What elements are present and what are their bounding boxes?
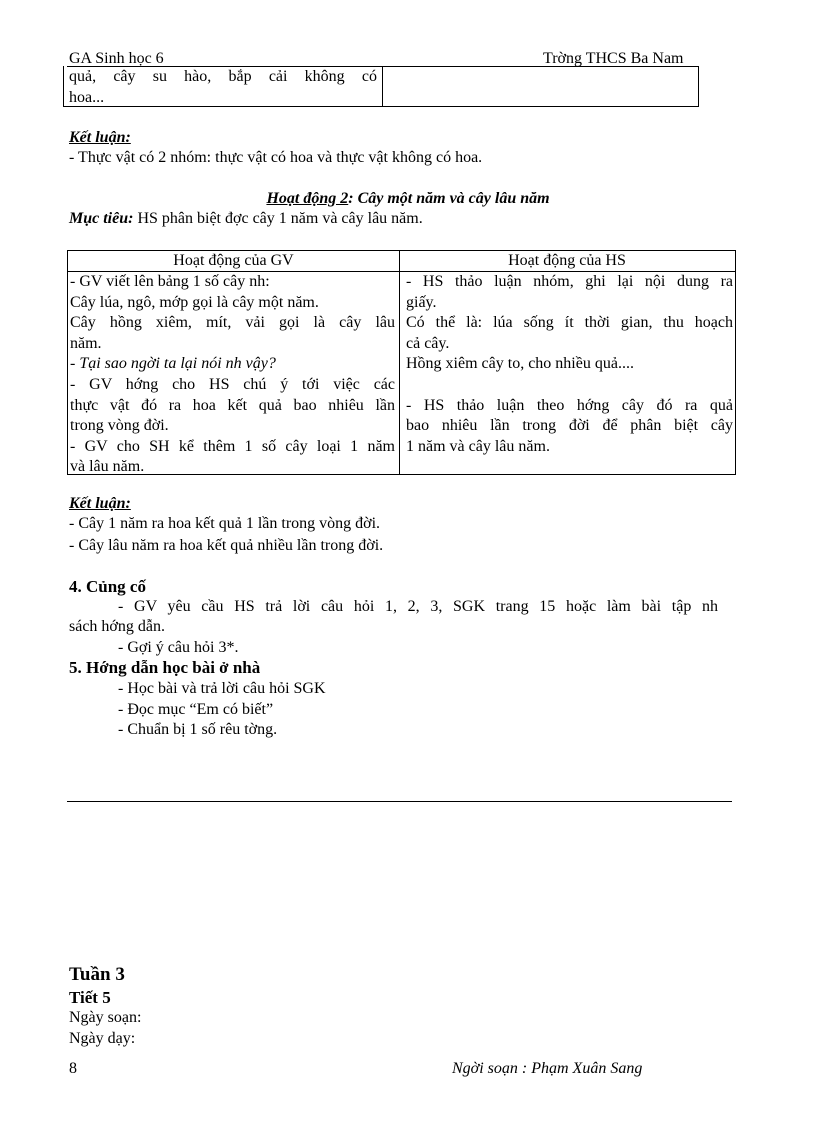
table-divider	[382, 66, 383, 106]
table-line: - Tại sao ngời ta lại nói nh vậy?	[70, 355, 276, 373]
table-line: - HS thảo luận theo hớng cây đó ra quả	[406, 396, 733, 414]
conclusion2-label: Kết luận:	[69, 495, 131, 512]
section-4-line: sách hớng dẫn.	[69, 618, 165, 635]
table-line: bao nhiêu lần trong đời để phân biệt cây	[406, 417, 733, 435]
activity-title-number: Hoạt động 2	[266, 190, 349, 207]
section-5-heading: 5. Hớng dẫn học bài ở nhà	[69, 658, 261, 677]
objective	[69, 210, 423, 228]
table-header-hs: Hoạt động của HS	[508, 252, 626, 269]
table-line: trong vòng đời.	[70, 417, 169, 435]
taught-date-label: Ngày dạy:	[69, 1030, 136, 1047]
student-activity-column	[406, 272, 733, 457]
table-line: Cây hồng xiêm, mít, vải gọi là cây lâu	[70, 314, 395, 332]
table-line: và lâu năm.	[70, 458, 145, 476]
table-line: - GV hớng cho HS chú ý tới việc các	[70, 375, 395, 393]
objective-label: Mục tiêu:	[69, 210, 134, 227]
section-5-item: - Đọc mục “Em có biết”	[118, 701, 274, 718]
section-divider	[67, 801, 732, 802]
table-line: Hồng xiêm cây to, cho nhiều quả....	[406, 355, 634, 373]
section-5-item: - Học bài và trả lời câu hỏi SGK	[118, 680, 326, 697]
header-school: Trờng THCS Ba Nam	[543, 50, 684, 67]
table-line: - GV viết lên bảng 1 số cây nh:	[70, 273, 270, 290]
table-header-gv: Hoạt động của GV	[173, 252, 294, 269]
table-line: năm.	[70, 334, 102, 352]
conclusion-text: - Thực vật có 2 nhóm: thực vật có hoa và thực vật không có hoa.	[69, 149, 483, 166]
conclusion2-line: - Cây lâu năm ra hoa kết quả nhiều lần trong đời.	[69, 537, 384, 554]
conclusion-label: Kết luận:	[69, 129, 131, 146]
table-line: 1 năm và cây lâu năm.	[406, 437, 550, 455]
period-label: Tiết 5	[69, 988, 111, 1007]
continuation-line: hoa...	[69, 89, 105, 106]
conclusion2-line: - Cây 1 năm ra hoa kết quả 1 lần trong vòng đời.	[69, 515, 381, 532]
objective-text: HS phân biệt đợc cây 1 năm và cây lâu năm.	[133, 210, 423, 227]
activity-title-text: : Cây một năm và cây lâu năm	[348, 190, 550, 207]
section-4-heading: 4. Củng cố	[69, 577, 146, 596]
table-column-divider	[399, 251, 400, 474]
page-number: 8	[69, 1060, 77, 1077]
table-line: - GV cho SH kể thêm 1 số cây loại 1 năm	[70, 437, 395, 455]
table-line: giấy.	[406, 293, 437, 311]
table-line: cả cây.	[406, 334, 450, 352]
table-line: Cây lúa, ngô, mớp gọi là cây một năm.	[70, 293, 319, 311]
teacher-activity-column	[70, 272, 395, 478]
prepared-date-label: Ngày soạn:	[69, 1009, 142, 1026]
section-4-line: - Gợi ý câu hỏi 3*.	[118, 639, 239, 656]
activity-table	[67, 250, 736, 475]
table-line: Có thể là: lúa sống ít thời gian, thu hoạch	[406, 314, 733, 332]
continuation-table	[63, 66, 699, 107]
table-line: - HS thảo luận nhóm, ghi lại nội dung ra	[406, 273, 733, 290]
header-subject: GA Sinh học 6	[69, 50, 164, 67]
week-label: Tuần 3	[69, 964, 125, 985]
table-line: thực vật đó ra hoa kết quả bao nhiêu lần	[70, 396, 395, 414]
continuation-line: quả, cây su hào, bắp cải không có	[69, 68, 377, 85]
activity-title	[0, 190, 816, 208]
section-4-line: - GV yêu cầu HS trả lời câu hỏi 1, 2, 3, SGK trang 15 hoặc làm bài tập nh	[118, 598, 718, 615]
author-credit: Ngời soạn : Phạm Xuân Sang	[452, 1060, 643, 1077]
table-line	[406, 375, 733, 396]
section-5-item: - Chuẩn bị 1 số rêu tờng.	[118, 721, 278, 738]
continuation-cell	[69, 66, 377, 108]
